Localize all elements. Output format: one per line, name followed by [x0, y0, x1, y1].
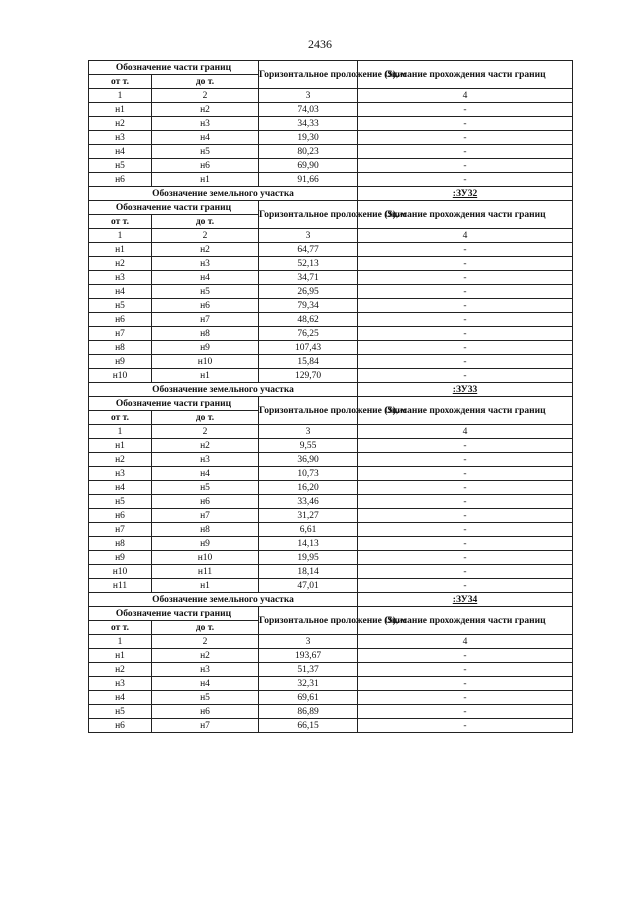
to-point: н6: [152, 159, 259, 173]
parcel-label: Обозначение земельного участка: [89, 187, 358, 201]
to-point: н3: [152, 453, 259, 467]
segment-description: -: [358, 677, 573, 691]
to-point: н2: [152, 243, 259, 257]
horizontal-header: Горизонтальное проложение (S), м: [259, 607, 358, 635]
segment-description: -: [358, 509, 573, 523]
segment-description: -: [358, 355, 573, 369]
column-number: 2: [152, 89, 259, 103]
horizontal-distance: 193,67: [259, 649, 358, 663]
segment-description: -: [358, 439, 573, 453]
table-row: [89, 285, 573, 299]
table-row: [89, 523, 573, 537]
table-row: [89, 327, 573, 341]
horizontal-distance: 66,15: [259, 719, 358, 733]
from-point: н1: [89, 439, 152, 453]
parcel-label: Обозначение земельного участка: [89, 383, 358, 397]
table-row: [89, 481, 573, 495]
table-row: [89, 173, 573, 187]
segment-description: -: [358, 705, 573, 719]
from-point: н9: [89, 355, 152, 369]
boundary-table-body: [89, 61, 573, 733]
from-point: н5: [89, 159, 152, 173]
horizontal-distance: 107,43: [259, 341, 358, 355]
to-point: н4: [152, 467, 259, 481]
to-point: н6: [152, 299, 259, 313]
segment-description: -: [358, 663, 573, 677]
from-point: н7: [89, 523, 152, 537]
to-point-header: до т.: [152, 411, 259, 425]
horizontal-distance: 33,46: [259, 495, 358, 509]
from-point: н8: [89, 537, 152, 551]
to-point: н3: [152, 117, 259, 131]
segment-description: -: [358, 537, 573, 551]
segment-description: -: [358, 467, 573, 481]
to-point: н3: [152, 257, 259, 271]
from-point: н2: [89, 117, 152, 131]
horizontal-distance: 52,13: [259, 257, 358, 271]
to-point: н2: [152, 439, 259, 453]
horizontal-header: Горизонтальное проложение (S), м: [259, 201, 358, 229]
column-number: 4: [358, 229, 573, 243]
to-point: н7: [152, 719, 259, 733]
table-row: [89, 677, 573, 691]
table-row: [89, 117, 573, 131]
horizontal-distance: 69,90: [259, 159, 358, 173]
to-point: н5: [152, 145, 259, 159]
column-number: 3: [259, 89, 358, 103]
table-row: [89, 369, 573, 383]
column-numbering-row: [89, 635, 573, 649]
from-point-header: от т.: [89, 411, 152, 425]
segment-description: -: [358, 327, 573, 341]
header-row: [89, 607, 573, 621]
to-point: н5: [152, 691, 259, 705]
horizontal-distance: 9,55: [259, 439, 358, 453]
horizontal-distance: 19,30: [259, 131, 358, 145]
horizontal-distance: 26,95: [259, 285, 358, 299]
horizontal-distance: 36,90: [259, 453, 358, 467]
to-point-header: до т.: [152, 215, 259, 229]
segment-description: -: [358, 481, 573, 495]
column-number: 3: [259, 425, 358, 439]
from-point-header: от т.: [89, 621, 152, 635]
to-point-header: до т.: [152, 75, 259, 89]
from-point: н2: [89, 257, 152, 271]
table-row: [89, 551, 573, 565]
segment-description: -: [358, 173, 573, 187]
from-point: н3: [89, 677, 152, 691]
part-designation-header: Обозначение части границ: [89, 607, 259, 621]
horizontal-distance: 14,13: [259, 537, 358, 551]
segment-description: -: [358, 159, 573, 173]
table-row: [89, 649, 573, 663]
description-header: Описание прохождения части границ: [358, 607, 573, 635]
horizontal-distance: 18,14: [259, 565, 358, 579]
horizontal-distance: 64,77: [259, 243, 358, 257]
horizontal-distance: 47,01: [259, 579, 358, 593]
table-row: [89, 453, 573, 467]
segment-description: -: [358, 299, 573, 313]
parcel-id: :ЗУ33: [358, 383, 573, 397]
parcel-title-row: [89, 383, 573, 397]
from-point: н3: [89, 271, 152, 285]
to-point: н1: [152, 173, 259, 187]
to-point: н6: [152, 705, 259, 719]
segment-description: -: [358, 145, 573, 159]
column-number: 1: [89, 89, 152, 103]
part-designation-header: Обозначение части границ: [89, 61, 259, 75]
segment-description: -: [358, 453, 573, 467]
from-point: н4: [89, 285, 152, 299]
from-point: н6: [89, 509, 152, 523]
segment-description: -: [358, 131, 573, 145]
segment-description: -: [358, 313, 573, 327]
parcel-title-row: [89, 593, 573, 607]
segment-description: -: [358, 285, 573, 299]
horizontal-distance: 34,33: [259, 117, 358, 131]
column-number: 1: [89, 425, 152, 439]
from-point: н1: [89, 103, 152, 117]
table-row: [89, 467, 573, 481]
to-point-header: до т.: [152, 621, 259, 635]
to-point: н9: [152, 341, 259, 355]
header-row: [89, 201, 573, 215]
from-point: н4: [89, 481, 152, 495]
from-point: н3: [89, 467, 152, 481]
part-designation-header: Обозначение части границ: [89, 201, 259, 215]
from-point: н5: [89, 705, 152, 719]
table-row: [89, 663, 573, 677]
horizontal-distance: 6,61: [259, 523, 358, 537]
table-row: [89, 439, 573, 453]
from-point: н1: [89, 649, 152, 663]
from-point: н10: [89, 369, 152, 383]
from-point: н6: [89, 173, 152, 187]
segment-description: -: [358, 257, 573, 271]
segment-description: -: [358, 495, 573, 509]
segment-description: -: [358, 719, 573, 733]
from-point: н3: [89, 131, 152, 145]
segment-description: -: [358, 649, 573, 663]
segment-description: -: [358, 579, 573, 593]
column-number: 4: [358, 635, 573, 649]
description-header: Описание прохождения части границ: [358, 201, 573, 229]
to-point: н11: [152, 565, 259, 579]
horizontal-distance: 91,66: [259, 173, 358, 187]
horizontal-distance: 69,61: [259, 691, 358, 705]
to-point: н1: [152, 579, 259, 593]
table-row: [89, 509, 573, 523]
horizontal-distance: 51,37: [259, 663, 358, 677]
to-point: н6: [152, 495, 259, 509]
segment-description: -: [358, 103, 573, 117]
part-designation-header: Обозначение части границ: [89, 397, 259, 411]
to-point: н10: [152, 551, 259, 565]
to-point: н2: [152, 103, 259, 117]
column-number: 3: [259, 229, 358, 243]
column-numbering-row: [89, 425, 573, 439]
from-point: н7: [89, 327, 152, 341]
column-number: 2: [152, 635, 259, 649]
horizontal-distance: 129,70: [259, 369, 358, 383]
horizontal-distance: 74,03: [259, 103, 358, 117]
to-point: н9: [152, 537, 259, 551]
from-point: н2: [89, 663, 152, 677]
column-number: 4: [358, 89, 573, 103]
horizontal-distance: 76,25: [259, 327, 358, 341]
to-point: н10: [152, 355, 259, 369]
segment-description: -: [358, 341, 573, 355]
header-row: [89, 397, 573, 411]
column-number: 2: [152, 229, 259, 243]
table-row: [89, 299, 573, 313]
segment-description: -: [358, 523, 573, 537]
table-row: [89, 257, 573, 271]
segment-description: -: [358, 117, 573, 131]
horizontal-distance: 80,23: [259, 145, 358, 159]
to-point: н1: [152, 369, 259, 383]
table-row: [89, 341, 573, 355]
horizontal-distance: 79,34: [259, 299, 358, 313]
to-point: н3: [152, 663, 259, 677]
to-point: н4: [152, 131, 259, 145]
column-number: 1: [89, 635, 152, 649]
table-row: [89, 495, 573, 509]
from-point: н6: [89, 313, 152, 327]
parcel-id: :ЗУ32: [358, 187, 573, 201]
to-point: н7: [152, 313, 259, 327]
to-point: н2: [152, 649, 259, 663]
header-row: [89, 61, 573, 75]
parcel-id: :ЗУ34: [358, 593, 573, 607]
column-numbering-row: [89, 89, 573, 103]
table-row: [89, 691, 573, 705]
from-point-header: от т.: [89, 215, 152, 229]
from-point: н5: [89, 299, 152, 313]
segment-description: -: [358, 691, 573, 705]
table-row: [89, 537, 573, 551]
table-row: [89, 271, 573, 285]
horizontal-distance: 16,20: [259, 481, 358, 495]
horizontal-distance: 15,84: [259, 355, 358, 369]
description-header: Описание прохождения части границ: [358, 397, 573, 425]
from-point: н5: [89, 495, 152, 509]
to-point: н7: [152, 509, 259, 523]
horizontal-distance: 48,62: [259, 313, 358, 327]
from-point: н1: [89, 243, 152, 257]
page-number: 2436: [308, 37, 332, 51]
table-row: [89, 103, 573, 117]
to-point: н5: [152, 481, 259, 495]
segment-description: -: [358, 565, 573, 579]
column-number: 2: [152, 425, 259, 439]
segment-description: -: [358, 271, 573, 285]
column-number: 4: [358, 425, 573, 439]
description-header: Описание прохождения части границ: [358, 61, 573, 89]
column-number: 3: [259, 635, 358, 649]
from-point: н10: [89, 565, 152, 579]
column-numbering-row: [89, 229, 573, 243]
from-point: н8: [89, 341, 152, 355]
column-number: 1: [89, 229, 152, 243]
from-point: н4: [89, 691, 152, 705]
table-row: [89, 355, 573, 369]
table-row: [89, 313, 573, 327]
boundary-table: [88, 60, 573, 733]
from-point: н9: [89, 551, 152, 565]
from-point-header: от т.: [89, 75, 152, 89]
horizontal-distance: 19,95: [259, 551, 358, 565]
from-point: н11: [89, 579, 152, 593]
horizontal-distance: 86,89: [259, 705, 358, 719]
horizontal-distance: 10,73: [259, 467, 358, 481]
horizontal-distance: 31,27: [259, 509, 358, 523]
horizontal-header: Горизонтальное проложение (S), м: [259, 61, 358, 89]
table-row: [89, 719, 573, 733]
to-point: н5: [152, 285, 259, 299]
table-row: [89, 159, 573, 173]
horizontal-distance: 34,71: [259, 271, 358, 285]
table-row: [89, 579, 573, 593]
horizontal-header: Горизонтальное проложение (S), м: [259, 397, 358, 425]
to-point: н8: [152, 327, 259, 341]
parcel-title-row: [89, 187, 573, 201]
table-row: [89, 243, 573, 257]
table-row: [89, 145, 573, 159]
segment-description: -: [358, 551, 573, 565]
to-point: н4: [152, 271, 259, 285]
parcel-label: Обозначение земельного участка: [89, 593, 358, 607]
from-point: н6: [89, 719, 152, 733]
table-row: [89, 705, 573, 719]
horizontal-distance: 32,31: [259, 677, 358, 691]
table-row: [89, 565, 573, 579]
table-row: [89, 131, 573, 145]
segment-description: -: [358, 369, 573, 383]
segment-description: -: [358, 243, 573, 257]
from-point: н2: [89, 453, 152, 467]
to-point: н8: [152, 523, 259, 537]
to-point: н4: [152, 677, 259, 691]
from-point: н4: [89, 145, 152, 159]
